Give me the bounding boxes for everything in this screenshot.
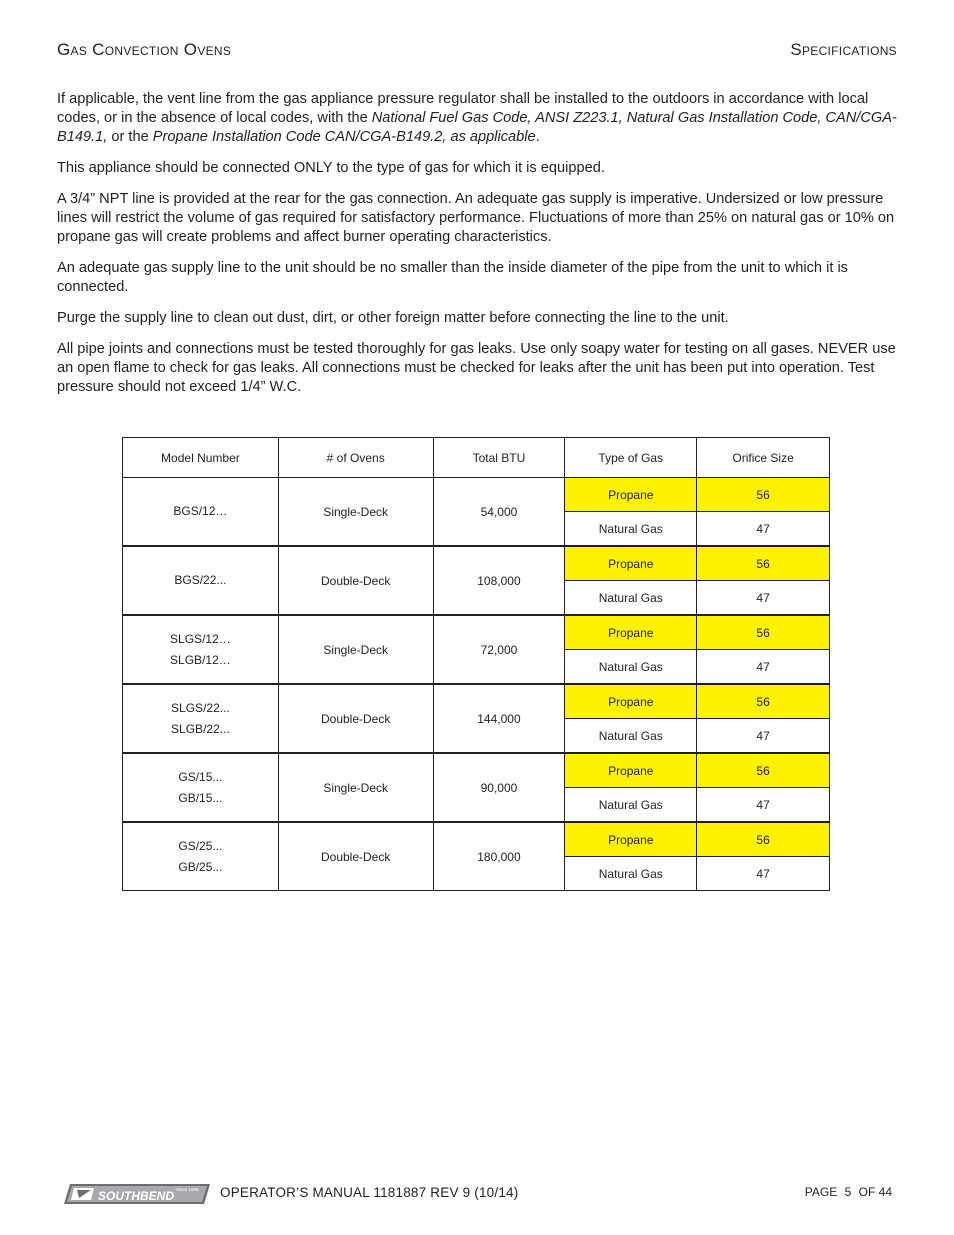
page-num: 5 (844, 1185, 852, 1199)
gas-type-propane: Propane (565, 684, 697, 719)
gas-type-propane: Propane (565, 478, 697, 512)
model-number: GB/25... (178, 859, 223, 874)
table-row (123, 822, 830, 857)
model-number-cell (123, 546, 279, 615)
paragraph-leak-test: All pipe joints and connections must be tested thoroughly for gas leaks. Use only soapy water for testing on all gases. NEVER use an open flame to check for gas leaks. All connections must be checked for leaks after the unit has been put into operation. Test pressure should not exceed 1/4” W.C. (57, 341, 896, 395)
ovens-cell: Double-Deck (278, 546, 433, 615)
total-btu-cell: 72,000 (433, 615, 565, 684)
page-of: OF 44 (858, 1185, 892, 1199)
ovens-cell: Double-Deck (278, 822, 433, 891)
orifice-size-natural: 47 (697, 719, 830, 754)
orifice-size-natural: 47 (697, 581, 830, 616)
orifice-size-natural: 47 (697, 857, 830, 891)
orifice-size-natural: 47 (697, 650, 830, 685)
logo-wordmark: SOUTHBEND (98, 1189, 175, 1203)
model-number: BGS/22... (174, 573, 227, 587)
model-number: SLGB/22... (171, 721, 230, 736)
gas-type-natural: Natural Gas (565, 857, 697, 891)
table-header-row (123, 438, 830, 478)
gas-type-propane: Propane (565, 753, 697, 788)
gas-specifications-table (122, 437, 830, 891)
paragraph-npt-line: A 3/4” NPT line is provided at the rear for the gas connection. An adequate gas supply is imperative. Undersized or low pressure lines will restrict the volume of gas required for satisfactory performance. Fluctuations of more than 25% on natural gas or 10% on propane gas will create problems and affect burner operating characteristics. (57, 191, 895, 245)
orifice-size-propane: 56 (697, 546, 830, 581)
orifice-size-propane: 56 (697, 684, 830, 719)
southbend-logo (64, 1183, 210, 1205)
gas-type-propane: Propane (565, 546, 697, 581)
orifice-size-propane: 56 (697, 478, 830, 512)
code-reference: National Fuel Gas Code, ANSI Z223.1, Natural Gas Installation Code, CAN/CGA-B149.1, (57, 110, 897, 145)
total-btu-cell: 144,000 (433, 684, 565, 753)
table-row (123, 478, 830, 512)
model-number: GS/25... (178, 838, 223, 853)
model-number-cell (123, 478, 279, 547)
model-number: GB/15... (178, 790, 223, 805)
code-reference: Propane Installation Code CAN/CGA-B149.2, as applicable (152, 129, 536, 145)
paragraph-vent-line (57, 90, 897, 147)
body-text (57, 90, 897, 409)
page-label: PAGE (804, 1185, 838, 1199)
running-header-section: Specifications (790, 40, 897, 59)
orifice-size-propane: 56 (697, 753, 830, 788)
paragraph-text: If applicable, the vent line from the gas appliance pressure regulator shall be installed to the outdoors in accordance with local codes, or in the absence of local codes, with the (57, 91, 869, 126)
model-number-cell (123, 822, 279, 891)
orifice-size-natural: 47 (697, 788, 830, 823)
footer-page-number (801, 1185, 892, 1199)
ovens-cell: Single-Deck (278, 615, 433, 684)
table-row (123, 684, 830, 719)
gas-type-natural: Natural Gas (565, 719, 697, 754)
total-btu-cell: 108,000 (433, 546, 565, 615)
ovens-cell: Single-Deck (278, 753, 433, 822)
gas-type-natural: Natural Gas (565, 650, 697, 685)
gas-type-propane: Propane (565, 822, 697, 857)
model-number-cell (123, 615, 279, 684)
model-number-cell (123, 684, 279, 753)
total-btu-cell: 54,000 (433, 478, 565, 547)
model-number: SLGS/22... (171, 700, 230, 715)
logo-since: Since 1898 (176, 1187, 199, 1192)
ovens-cell: Single-Deck (278, 478, 433, 547)
total-btu-cell: 90,000 (433, 753, 565, 822)
paragraph-supply-line: An adequate gas supply line to the unit should be no smaller than the inside diameter of the pipe from the unit to which it is connected. (57, 260, 848, 295)
model-number: SLGB/12… (170, 652, 231, 667)
model-number-cell (123, 753, 279, 822)
header-type-of-gas: Type of Gas (565, 438, 697, 478)
page-footer (0, 1180, 954, 1210)
paragraph-gas-type: This appliance should be connected ONLY to the type of gas for which it is equipped. (57, 160, 605, 176)
paragraph-text: or the (107, 129, 153, 145)
model-number: SLGS/12… (170, 631, 231, 646)
header-ovens: # of Ovens (278, 438, 433, 478)
orifice-size-propane: 56 (697, 822, 830, 857)
model-number: GS/15... (178, 769, 223, 784)
table-row (123, 546, 830, 581)
table-row (123, 615, 830, 650)
paragraph-purge: Purge the supply line to clean out dust, dirt, or other foreign matter before connecting the line to the unit. (57, 310, 729, 326)
ovens-cell: Double-Deck (278, 684, 433, 753)
gas-type-propane: Propane (565, 615, 697, 650)
header-model-number: Model Number (123, 438, 279, 478)
table-row (123, 753, 830, 788)
paragraph-text: . (535, 129, 540, 145)
orifice-size-natural: 47 (697, 512, 830, 547)
gas-type-natural: Natural Gas (565, 581, 697, 616)
footer-manual-title: OPERATOR’S MANUAL 1181887 REV 9 (10/14) (220, 1185, 519, 1200)
orifice-size-propane: 56 (697, 615, 830, 650)
running-header-title: Gas Convection Ovens (57, 40, 232, 59)
total-btu-cell: 180,000 (433, 822, 565, 891)
header-orifice-size: Orifice Size (697, 438, 830, 478)
header-total-btu: Total BTU (433, 438, 565, 478)
gas-type-natural: Natural Gas (565, 512, 697, 547)
model-number: BGS/12… (173, 504, 228, 518)
gas-type-natural: Natural Gas (565, 788, 697, 823)
